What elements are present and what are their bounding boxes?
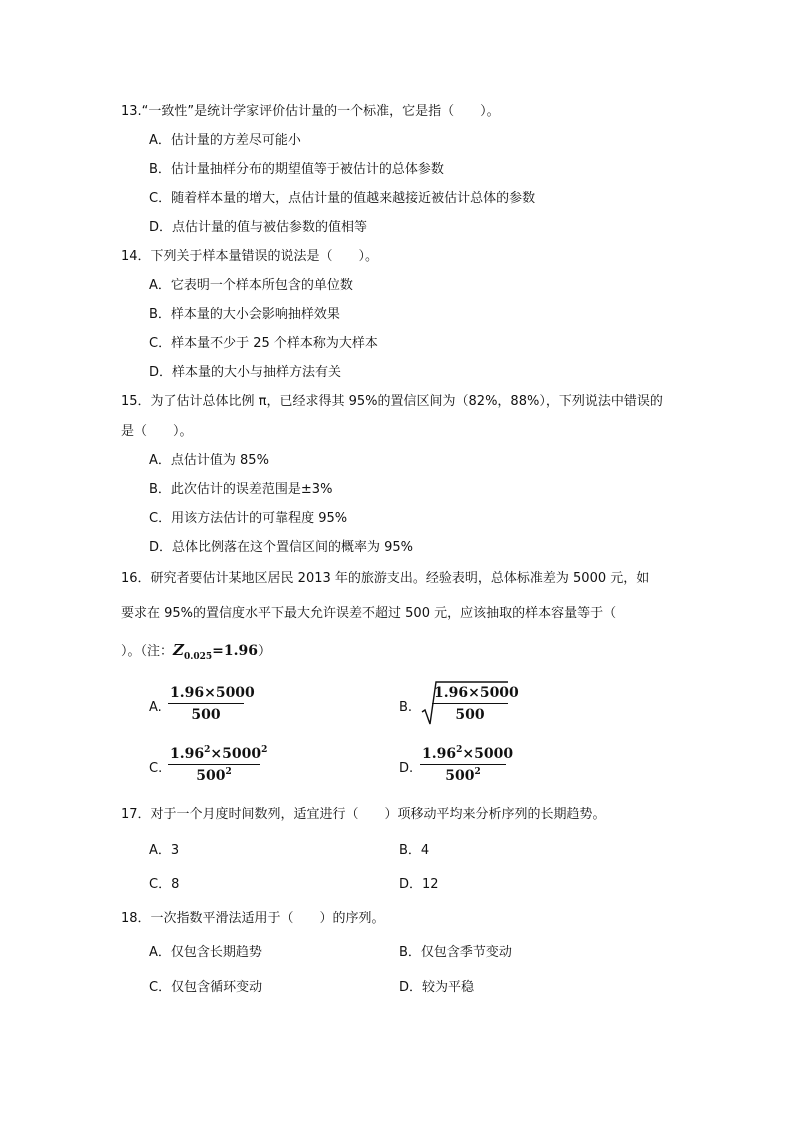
question-15-option-a: A．点估计值为 85% <box>149 453 269 468</box>
question-16-note-prefix: ）。（注： <box>121 644 174 659</box>
fraction-denominator <box>420 767 506 785</box>
question-14-option-c: C．样本量不少于 25 个样本称为大样本 <box>149 336 378 351</box>
question-17-option-b: B．4 <box>399 843 430 858</box>
question-17-option-c: C．8 <box>149 877 180 892</box>
question-13-option-b: B．估计量抽样分布的期望值等于被估计的总体参数 <box>149 162 444 177</box>
z-letter: Z <box>173 641 184 659</box>
fraction-bar <box>432 703 508 704</box>
question-13-stem: 13.“一致性”是统计学家评价估计量的一个标准，它是指（ ）。 <box>121 104 500 119</box>
question-13-option-c: C．随着样本量的增大，点估计量的值越来越接近被估计总体的参数 <box>149 191 536 206</box>
question-16-option-d-fraction <box>420 745 514 785</box>
denominator-base: 500 <box>196 768 226 784</box>
z-value: =1.96 <box>212 643 258 659</box>
question-18-option-d: D．较为平稳 <box>399 980 475 995</box>
question-17-option-a: A．3 <box>149 843 180 858</box>
question-14-option-a: A．它表明一个样本所包含的单位数 <box>149 278 353 293</box>
question-16-option-d-label: D. <box>399 761 414 776</box>
question-15-stem-line-2: 是（ ）。 <box>121 424 193 439</box>
numerator-base: 1.96 <box>170 746 205 762</box>
question-16-stem-line-3 <box>121 641 271 666</box>
question-18-option-b: B．仅包含季节变动 <box>399 945 512 960</box>
question-15-option-b: B．此次估计的误差范围是±3% <box>149 482 333 497</box>
numerator-rest: ×5000 <box>210 746 262 762</box>
question-16-option-b-label: B. <box>399 700 413 715</box>
question-18-stem: 18．一次指数平滑法适用于（ ）的序列。 <box>121 911 385 926</box>
numerator-exponent: 2 <box>204 745 211 755</box>
fraction-numerator <box>168 745 268 763</box>
question-18-option-a: A．仅包含长期趋势 <box>149 945 262 960</box>
question-16-option-a-label: A. <box>149 700 162 715</box>
denominator-exponent: 2 <box>225 767 232 777</box>
fraction-numerator <box>420 745 514 763</box>
fraction-denominator: 500 <box>191 707 221 723</box>
numerator-rest: ×5000 <box>462 746 514 762</box>
question-14-option-b: B．样本量的大小会影响抽样效果 <box>149 307 340 322</box>
fraction-bar <box>420 764 506 765</box>
fraction-denominator <box>168 767 260 785</box>
question-16-option-c-label: C. <box>149 761 163 776</box>
numerator-exponent: 2 <box>456 745 463 755</box>
question-15-stem-line-1: 15．为了估计总体比例 π，已经求得其 95%的置信区间为（82%，88%），下列说法中错误的 <box>121 394 663 409</box>
denominator-exponent: 2 <box>474 767 481 777</box>
question-17-option-d: D．12 <box>399 877 439 892</box>
denominator-base: 500 <box>445 768 475 784</box>
numerator-base: 1.96 <box>422 746 457 762</box>
numerator-exponent: 2 <box>261 745 268 755</box>
z-subscript: 0.025 <box>183 652 213 662</box>
fraction-denominator: 500 <box>455 707 485 723</box>
question-18-option-c: C．仅包含循环变动 <box>149 980 263 995</box>
question-17-stem: 17．对于一个月度时间数列，适宜进行（ ）项移动平均来分析序列的长期趋势。 <box>121 807 606 822</box>
question-15-option-d: D．总体比例落在这个置信区间的概率为 95% <box>149 540 414 555</box>
question-16-note-suffix: ） <box>257 644 271 659</box>
question-16-stem-line-1: 16．研究者要估计某地区居民 2013 年的旅游支出。经验表明，总体标准差为 5000 元，如 <box>121 571 650 586</box>
question-15-option-c: C．用该方法估计的可靠程度 95% <box>149 511 348 526</box>
question-14-option-d: D．样本量的大小与抽样方法有关 <box>149 365 342 380</box>
fraction-bar <box>168 764 260 765</box>
question-16-option-b-fraction <box>432 684 519 724</box>
question-13-option-d: D．点估计量的值与被估参数的值相等 <box>149 220 368 235</box>
question-16-stem-line-2: 要求在 95%的置信度水平下最大允许误差不超过 500 元，应该抽取的样本容量等于（ <box>121 606 617 621</box>
fraction-numerator: 1.96×5000 <box>434 685 519 701</box>
question-16-option-a-fraction <box>168 684 255 724</box>
fraction-bar <box>168 703 244 704</box>
question-13-option-a: A．估计量的方差尽可能小 <box>149 133 301 148</box>
fraction-numerator: 1.96×5000 <box>170 685 255 701</box>
question-16-option-c-fraction <box>168 745 268 785</box>
question-14-stem: 14．下列关于样本量错误的说法是（ ）。 <box>121 249 379 264</box>
